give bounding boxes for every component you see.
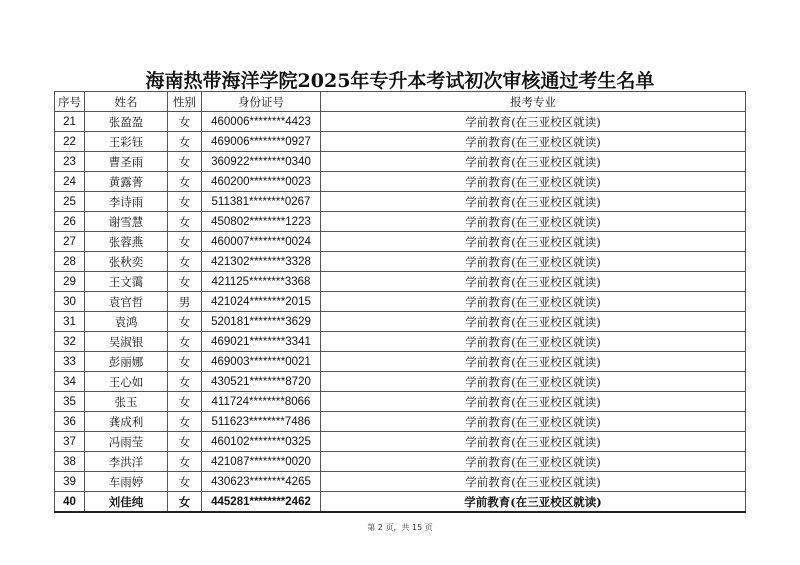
gender-cell: 女: [168, 312, 202, 332]
serial-cell: 22: [55, 132, 85, 152]
gender-cell: 女: [168, 152, 202, 172]
major-cell: 学前教育(在三亚校区就读): [321, 492, 746, 513]
id-number-cell: 421302********3328: [202, 252, 321, 272]
serial-cell: 30: [55, 292, 85, 312]
major-cell: 学前教育(在三亚校区就读): [321, 392, 746, 412]
id-number-cell: 469006********0927: [202, 132, 321, 152]
document-title: 海南热带海洋学院2025年专升本考试初次审核通过考生名单: [145, 70, 655, 92]
table-body: [55, 112, 746, 513]
header-major: 报考专业: [321, 92, 746, 112]
name-cell: 曹圣雨: [85, 152, 168, 172]
name-cell: 龚成利: [85, 412, 168, 432]
name-cell: 吴淑银: [85, 332, 168, 352]
table-row: [55, 272, 746, 292]
serial-cell: 25: [55, 192, 85, 212]
header-id-number: 身份证号: [202, 92, 321, 112]
id-number-cell: 469021********3341: [202, 332, 321, 352]
id-number-cell: 469003********0021: [202, 352, 321, 372]
gender-cell: 女: [168, 332, 202, 352]
name-cell: 张盈盈: [85, 112, 168, 132]
serial-cell: 40: [55, 492, 85, 513]
major-cell: 学前教育(在三亚校区就读): [321, 432, 746, 452]
table-row: [55, 392, 746, 412]
gender-cell: 女: [168, 392, 202, 412]
name-cell: 张蓉燕: [85, 232, 168, 252]
table-row: [55, 252, 746, 272]
major-cell: 学前教育(在三亚校区就读): [321, 192, 746, 212]
name-cell: 刘佳纯: [85, 492, 168, 513]
table-row: [55, 352, 746, 372]
id-number-cell: 511623********7486: [202, 412, 321, 432]
gender-cell: 男: [168, 292, 202, 312]
table-row: [55, 192, 746, 212]
name-cell: 谢雪慧: [85, 212, 168, 232]
id-number-cell: 460006********4423: [202, 112, 321, 132]
name-cell: 彭丽娜: [85, 352, 168, 372]
gender-cell: 女: [168, 372, 202, 392]
name-cell: 黄露菁: [85, 172, 168, 192]
id-number-cell: 421125********3368: [202, 272, 321, 292]
id-number-cell: 421024********2015: [202, 292, 321, 312]
id-number-cell: 430521********8720: [202, 372, 321, 392]
gender-cell: 女: [168, 192, 202, 212]
table-row: [55, 432, 746, 452]
table-row: [55, 132, 746, 152]
major-cell: 学前教育(在三亚校区就读): [321, 412, 746, 432]
id-number-cell: 430623********4265: [202, 472, 321, 492]
id-number-cell: 511381********0267: [202, 192, 321, 212]
gender-cell: 女: [168, 112, 202, 132]
major-cell: 学前教育(在三亚校区就读): [321, 152, 746, 172]
serial-cell: 29: [55, 272, 85, 292]
id-number-cell: 520181********3629: [202, 312, 321, 332]
major-cell: 学前教育(在三亚校区就读): [321, 452, 746, 472]
gender-cell: 女: [168, 232, 202, 252]
name-cell: 张玉: [85, 392, 168, 412]
header-name: 姓名: [85, 92, 168, 112]
table-row: [55, 232, 746, 252]
table-row: [55, 492, 746, 513]
table-header-row: [55, 92, 746, 112]
major-cell: 学前教育(在三亚校区就读): [321, 352, 746, 372]
id-number-cell: 360922********0340: [202, 152, 321, 172]
name-cell: 冯雨莹: [85, 432, 168, 452]
serial-cell: 33: [55, 352, 85, 372]
name-cell: 王文霭: [85, 272, 168, 292]
id-number-cell: 450802********1223: [202, 212, 321, 232]
name-cell: 袁鸿: [85, 312, 168, 332]
name-cell: 李诗雨: [85, 192, 168, 212]
gender-cell: 女: [168, 412, 202, 432]
table-row: [55, 372, 746, 392]
name-cell: 王心如: [85, 372, 168, 392]
serial-cell: 27: [55, 232, 85, 252]
gender-cell: 女: [168, 452, 202, 472]
candidate-table: [54, 91, 746, 513]
table-row: [55, 412, 746, 432]
major-cell: 学前教育(在三亚校区就读): [321, 132, 746, 152]
table-row: [55, 472, 746, 492]
serial-cell: 24: [55, 172, 85, 192]
serial-cell: 23: [55, 152, 85, 172]
major-cell: 学前教育(在三亚校区就读): [321, 272, 746, 292]
major-cell: 学前教育(在三亚校区就读): [321, 332, 746, 352]
major-cell: 学前教育(在三亚校区就读): [321, 232, 746, 252]
table-row: [55, 172, 746, 192]
gender-cell: 女: [168, 132, 202, 152]
major-cell: 学前教育(在三亚校区就读): [321, 292, 746, 312]
table-row: [55, 112, 746, 132]
name-cell: 王彩钰: [85, 132, 168, 152]
gender-cell: 女: [168, 272, 202, 292]
table-row: [55, 332, 746, 352]
id-number-cell: 421087********0020: [202, 452, 321, 472]
gender-cell: 女: [168, 492, 202, 513]
id-number-cell: 445281********2462: [202, 492, 321, 513]
name-cell: 张秋奕: [85, 252, 168, 272]
table-row: [55, 212, 746, 232]
table-row: [55, 312, 746, 332]
serial-cell: 21: [55, 112, 85, 132]
name-cell: 车雨婷: [85, 472, 168, 492]
id-number-cell: 460102********0325: [202, 432, 321, 452]
major-cell: 学前教育(在三亚校区就读): [321, 172, 746, 192]
serial-cell: 38: [55, 452, 85, 472]
serial-cell: 31: [55, 312, 85, 332]
table-row: [55, 292, 746, 312]
header-gender: 性别: [168, 92, 202, 112]
serial-cell: 34: [55, 372, 85, 392]
major-cell: 学前教育(在三亚校区就读): [321, 372, 746, 392]
gender-cell: 女: [168, 252, 202, 272]
table-row: [55, 452, 746, 472]
table-row: [55, 152, 746, 172]
id-number-cell: 460007********0024: [202, 232, 321, 252]
name-cell: 袁官哲: [85, 292, 168, 312]
gender-cell: 女: [168, 472, 202, 492]
gender-cell: 女: [168, 172, 202, 192]
major-cell: 学前教育(在三亚校区就读): [321, 112, 746, 132]
serial-cell: 36: [55, 412, 85, 432]
header-serial: 序号: [55, 92, 85, 112]
serial-cell: 39: [55, 472, 85, 492]
id-number-cell: 460200********0023: [202, 172, 321, 192]
name-cell: 李洪洋: [85, 452, 168, 472]
gender-cell: 女: [168, 212, 202, 232]
gender-cell: 女: [168, 432, 202, 452]
serial-cell: 28: [55, 252, 85, 272]
gender-cell: 女: [168, 352, 202, 372]
major-cell: 学前教育(在三亚校区就读): [321, 312, 746, 332]
major-cell: 学前教育(在三亚校区就读): [321, 212, 746, 232]
serial-cell: 35: [55, 392, 85, 412]
serial-cell: 32: [55, 332, 85, 352]
id-number-cell: 411724********8066: [202, 392, 321, 412]
major-cell: 学前教育(在三亚校区就读): [321, 472, 746, 492]
page-number-footer: 第 2 页，共 15 页: [367, 523, 433, 532]
serial-cell: 26: [55, 212, 85, 232]
serial-cell: 37: [55, 432, 85, 452]
major-cell: 学前教育(在三亚校区就读): [321, 252, 746, 272]
